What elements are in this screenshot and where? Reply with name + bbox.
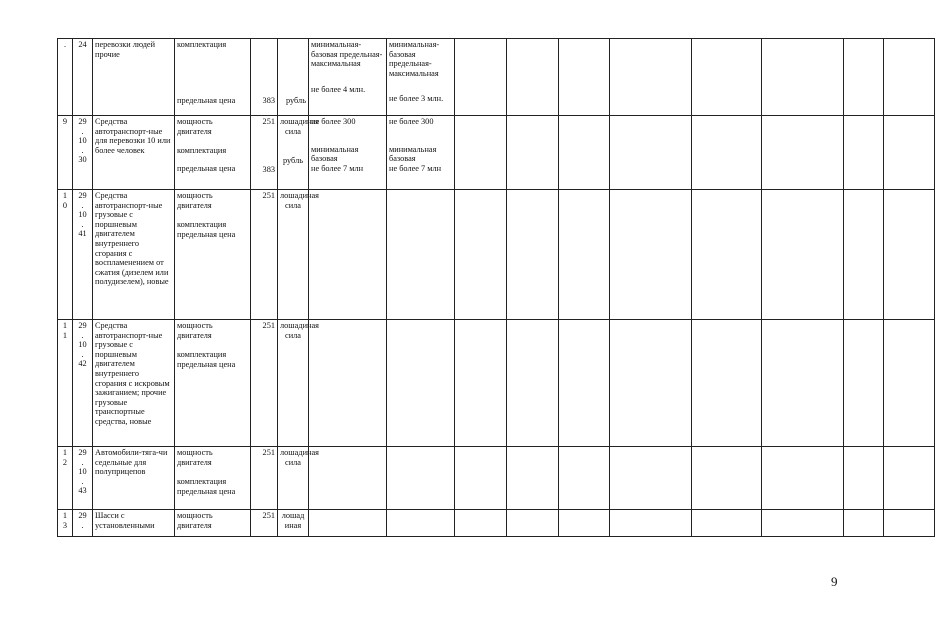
characteristics: комплектация предельная цена (175, 39, 251, 116)
table-row (58, 190, 935, 320)
characteristics: мощность двигателя (175, 510, 251, 537)
unit-name: лошад иная (278, 510, 309, 537)
item-name: Средства автотранспорт-ные грузовые с поршневым двигателем внутреннего сгорания с искровым зажиганием; прочие грузовые транспортные средства, новые (93, 320, 175, 447)
okpd-code: 29 . (73, 510, 93, 537)
okpd-code: 29 . 10 . 43 (73, 447, 93, 510)
unit-code: 251 (251, 320, 278, 447)
table-row (58, 39, 935, 116)
row-number: 1 1 (58, 320, 73, 447)
item-name: Шасси с установленными (93, 510, 175, 537)
page-number: 9 (831, 574, 838, 589)
value-min: не более 300 минимальная базовая не более 7 млн (309, 116, 387, 190)
unit-name: лошадиная сила (278, 447, 309, 510)
unit-name: рубль (278, 39, 309, 116)
unit-name: лошадиная сила рубль (278, 116, 309, 190)
unit-code: 251 (251, 190, 278, 320)
item-name: Автомобили-тяга-чи седельные для полуприцепов (93, 447, 175, 510)
row-number: . (58, 39, 73, 116)
item-name: перевозки людей прочие (93, 39, 175, 116)
okpd-code: 24 (73, 39, 93, 116)
row-number: 1 3 (58, 510, 73, 537)
requirements-table (57, 38, 935, 537)
unit-code: 383 (251, 39, 278, 116)
table-row (58, 320, 935, 447)
unit-code: 251 383 (251, 116, 278, 190)
row-number: 1 2 (58, 447, 73, 510)
characteristics: мощность двигателя комплектация предельная цена (175, 447, 251, 510)
value-min: минимальная-базовая предельная-максимальная не более 4 млн. (309, 39, 387, 116)
unit-code: 251 (251, 510, 278, 537)
characteristics: мощность двигателя комплектация предельная цена (175, 190, 251, 320)
row-number: 1 0 (58, 190, 73, 320)
value-max: минимальная-базовая предельная-максимальная не более 3 млн. (387, 39, 455, 116)
unit-name: лошадиная сила (278, 320, 309, 447)
characteristics: мощность двигателя комплектация предельная цена (175, 116, 251, 190)
unit-code: 251 (251, 447, 278, 510)
table-row (58, 116, 935, 190)
value-max: не более 300 минимальная базовая не более 7 млн (387, 116, 455, 190)
row-number: 9 (58, 116, 73, 190)
okpd-code: 29 . 10 . 30 (73, 116, 93, 190)
item-name: Средства автотранспорт-ные грузовые с поршневым двигателем внутреннего сгорания с воспламенением от сжатия (дизелем или полудизелем), новые (93, 190, 175, 320)
okpd-code: 29 . 10 . 41 (73, 190, 93, 320)
table-row (58, 510, 935, 537)
characteristics: мощность двигателя комплектация предельная цена (175, 320, 251, 447)
unit-name: лошадиная сила (278, 190, 309, 320)
table-row (58, 447, 935, 510)
item-name: Средства автотранспорт-ные для перевозки 10 или более человек (93, 116, 175, 190)
okpd-code: 29 . 10 . 42 (73, 320, 93, 447)
